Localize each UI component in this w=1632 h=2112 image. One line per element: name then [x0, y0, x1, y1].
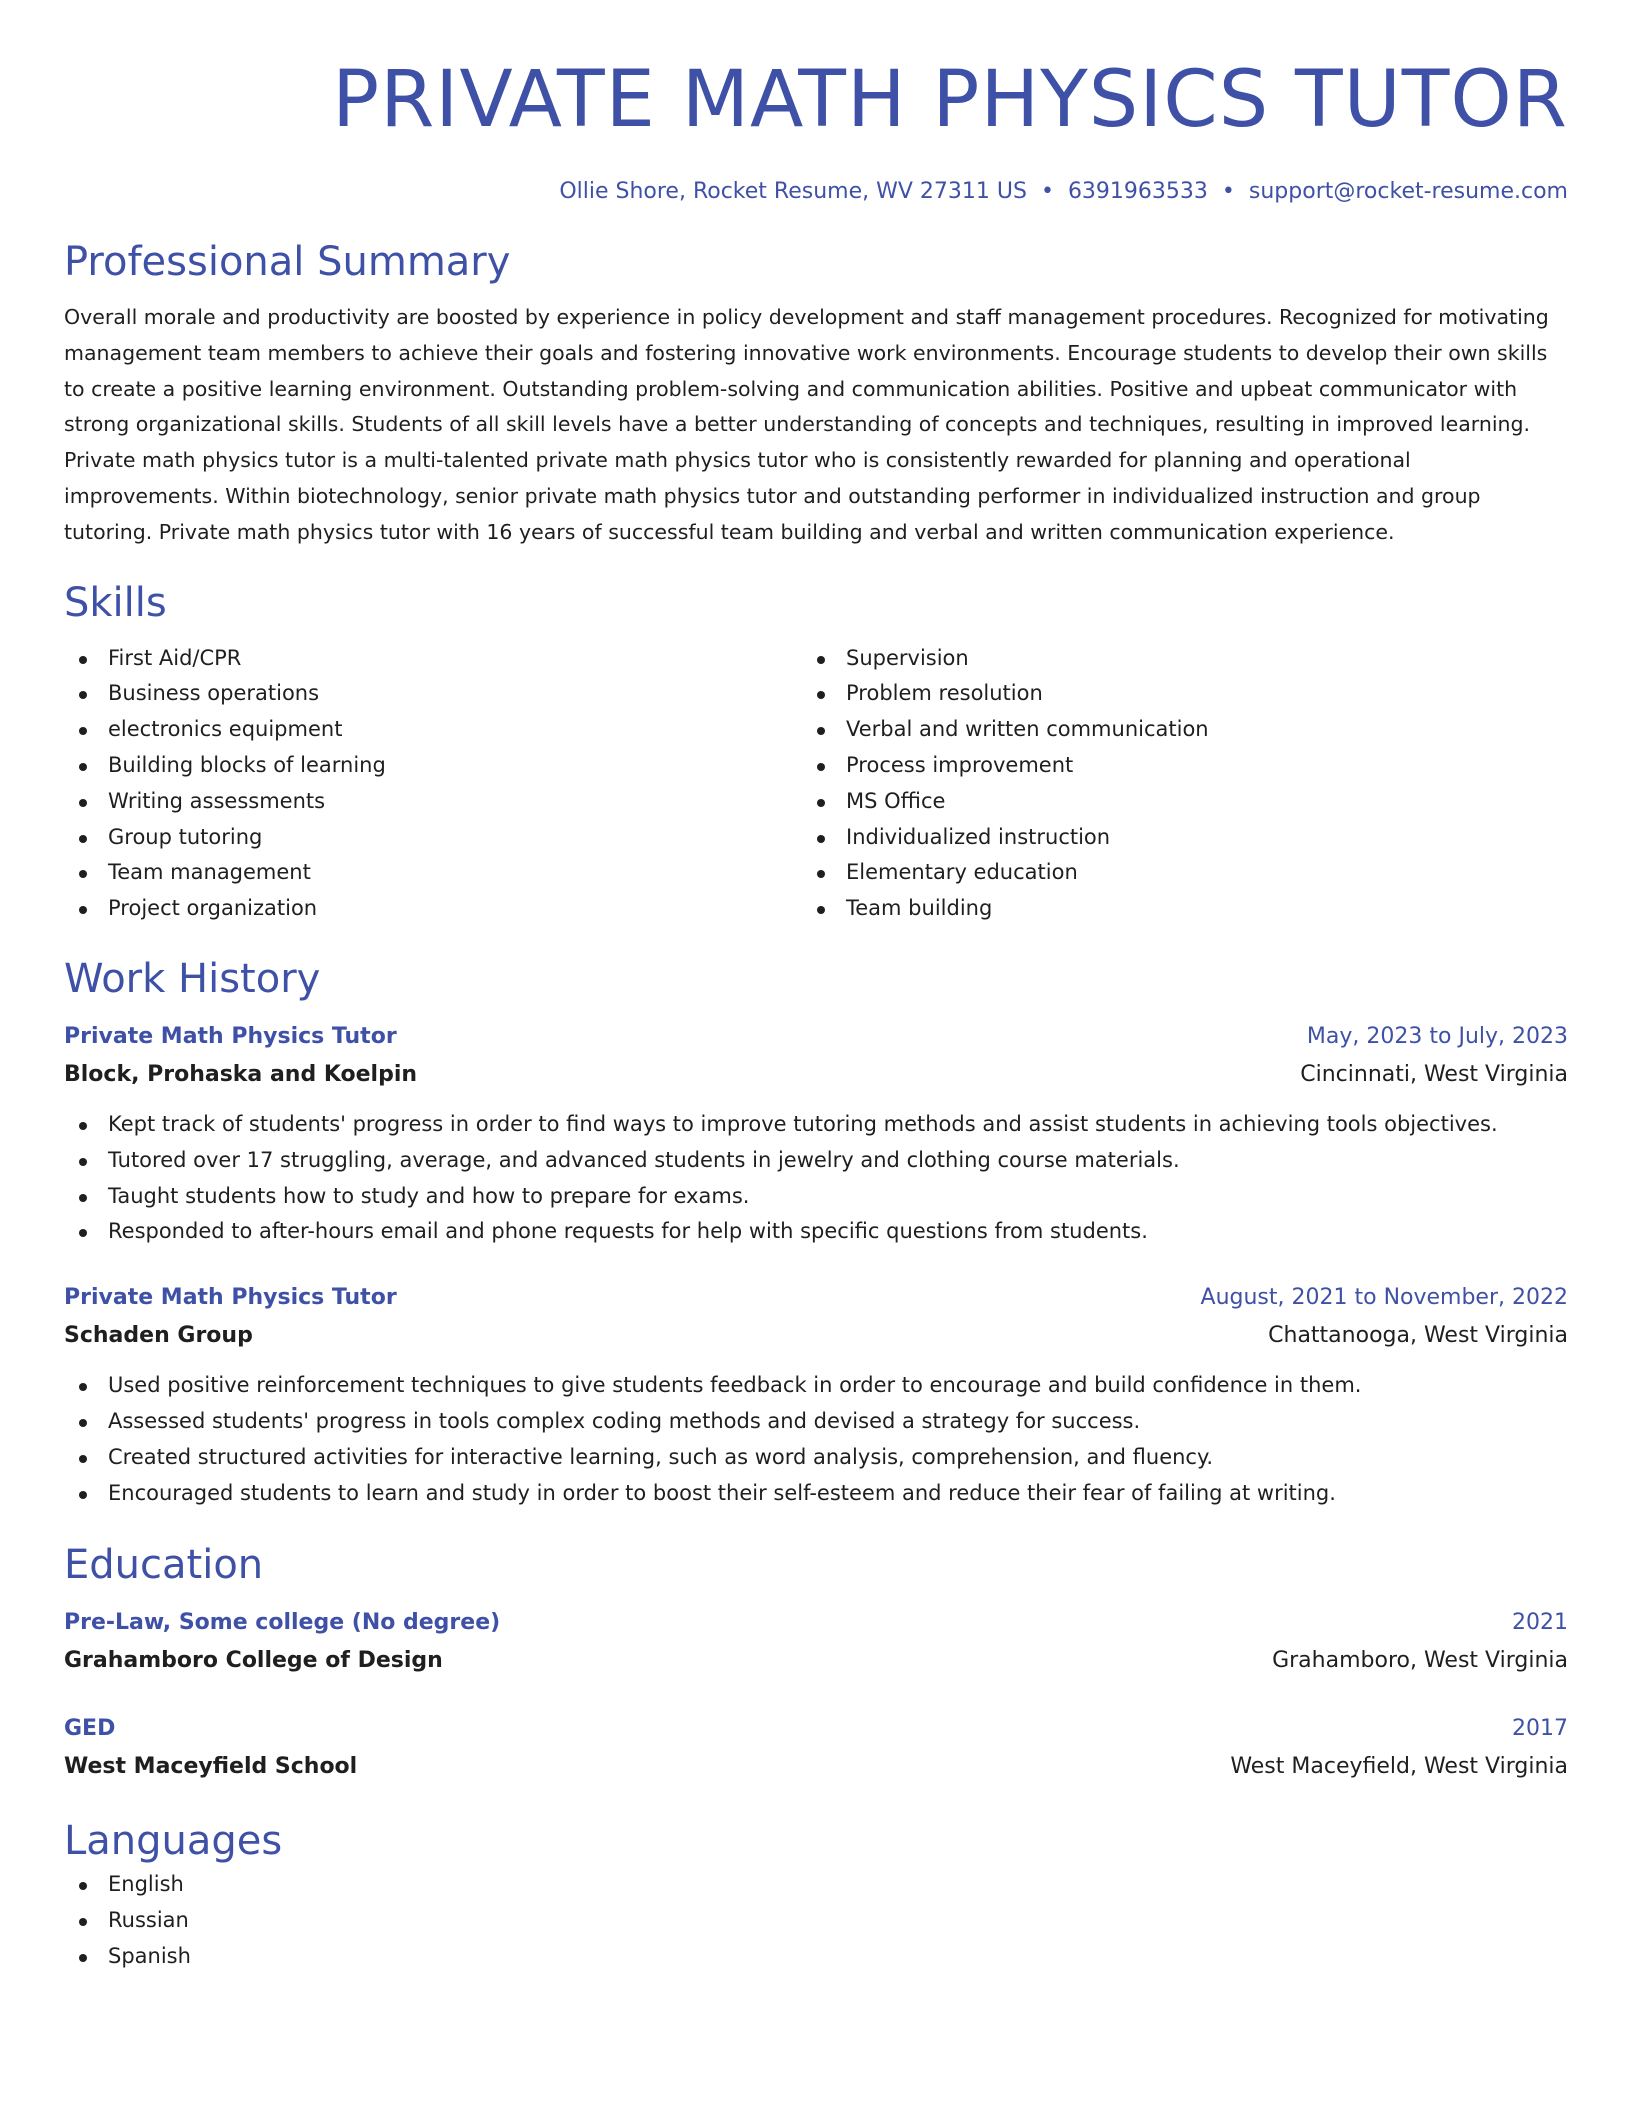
- job-bullet: Responded to after-hours email and phone requests for help with specific questions from students.: [64, 1214, 1568, 1250]
- skill-item: electronics equipment: [64, 712, 802, 748]
- contact-address: Ollie Shore, Rocket Resume, WV 27311 US: [559, 179, 1027, 204]
- section-title-skills: Skills: [64, 579, 167, 626]
- section-title-education: Education: [64, 1542, 264, 1589]
- skill-item: Verbal and written communication: [802, 712, 1540, 748]
- skill-item: Building blocks of learning: [64, 748, 802, 784]
- job-title: Private Math Physics Tutor: [64, 1285, 397, 1311]
- section-title-languages: Languages: [64, 1818, 283, 1865]
- education-year: 2017: [1512, 1716, 1568, 1742]
- skill-item: Problem resolution: [802, 676, 1540, 712]
- contact-separator: •: [1221, 179, 1235, 204]
- job-company: Block, Prohaska and Koelpin: [64, 1061, 418, 1087]
- contact-email[interactable]: support@rocket-resume.com: [1248, 179, 1568, 204]
- education-degree: Pre-Law, Some college (No degree): [64, 1610, 501, 1636]
- education-school: West Maceyfield School: [64, 1754, 358, 1780]
- section-title-work-history: Work History: [64, 955, 321, 1002]
- skill-item: Group tutoring: [64, 820, 802, 856]
- job-bullet: Used positive reinforcement techniques to give students feedback in order to encourage and build confidence in them.: [64, 1368, 1568, 1404]
- skill-item: Individualized instruction: [802, 820, 1540, 856]
- language-item: Russian: [64, 1903, 1568, 1939]
- job-company: Schaden Group: [64, 1323, 253, 1349]
- skill-item: Team building: [802, 891, 1540, 927]
- summary-text: Overall morale and productivity are boosted by experience in policy development and staff management procedures. Recognized for motivating management team members to achieve their goals and fostering innovative work environments. Encourage students to develop their own skills to create a positive learning environment. Outstanding problem-solving and communication abilities. Positive and upbeat communicator with strong organizational skills. Students of all skill levels have a better understanding of concepts and techniques, resulting in improved learning. Private math physics tutor is a multi-talented private math physics tutor who is consistently rewarded for planning and operational improvements. Within biotechnology, senior private math physics tutor and outstanding performer in individualized instruction and group tutoring. Private math physics tutor with 16 years of successful team building and verbal and written communication experience.: [64, 305, 1549, 544]
- skill-item: Business operations: [64, 676, 802, 712]
- language-item: Spanish: [64, 1939, 1568, 1975]
- resume-name-title: PRIVATE MATH PHYSICS TUTOR: [332, 55, 1568, 145]
- education-school: Grahamboro College of Design: [64, 1648, 443, 1674]
- job-bullet: Tutored over 17 struggling, average, and advanced students in jewelry and clothing course materials.: [64, 1143, 1568, 1179]
- job-dates: August, 2021 to November, 2022: [1200, 1285, 1568, 1311]
- job-bullets: [64, 1107, 1568, 1250]
- languages-list: [64, 1867, 1568, 1974]
- skill-item: Writing assessments: [64, 784, 802, 820]
- job-entry: [64, 1280, 1568, 1511]
- skills-column-left: [64, 641, 802, 927]
- education-entry: [64, 1711, 1568, 1787]
- job-bullet: Created structured activities for interactive learning, such as word analysis, comprehension, and fluency.: [64, 1440, 1568, 1476]
- contact-separator: •: [1040, 179, 1054, 204]
- education-location: West Maceyfield, West Virginia: [1230, 1754, 1568, 1780]
- skill-item: Process improvement: [802, 748, 1540, 784]
- contact-phone: 6391963533: [1067, 179, 1208, 204]
- job-title: Private Math Physics Tutor: [64, 1023, 397, 1049]
- skill-item: Elementary education: [802, 855, 1540, 891]
- job-location: Cincinnati, West Virginia: [1300, 1061, 1568, 1087]
- job-bullets: [64, 1368, 1568, 1511]
- skill-item: Project organization: [64, 891, 802, 927]
- skills-list: [64, 641, 1568, 927]
- contact-line: [64, 176, 1568, 208]
- education-location: Grahamboro, West Virginia: [1272, 1648, 1568, 1674]
- skills-column-right: [802, 641, 1540, 927]
- education-entry: [64, 1605, 1568, 1681]
- job-bullet: Assessed students' progress in tools complex coding methods and devised a strategy for success.: [64, 1404, 1568, 1440]
- education-year: 2021: [1512, 1610, 1568, 1636]
- skill-item: First Aid/CPR: [64, 641, 802, 677]
- job-bullet: Taught students how to study and how to prepare for exams.: [64, 1179, 1568, 1215]
- job-location: Chattanooga, West Virginia: [1268, 1323, 1568, 1349]
- job-bullet: Encouraged students to learn and study in order to boost their self-esteem and reduce their fear of failing at writing.: [64, 1476, 1568, 1512]
- job-bullet: Kept track of students' progress in order to find ways to improve tutoring methods and assist students in achieving tools objectives.: [64, 1107, 1568, 1143]
- skill-item: MS Office: [802, 784, 1540, 820]
- language-item: English: [64, 1867, 1568, 1903]
- skill-item: Supervision: [802, 641, 1540, 677]
- job-dates: May, 2023 to July, 2023: [1306, 1023, 1568, 1049]
- job-entry: [64, 1019, 1568, 1250]
- education-degree: GED: [64, 1716, 116, 1742]
- section-title-summary: Professional Summary: [64, 239, 511, 285]
- skill-item: Team management: [64, 855, 802, 891]
